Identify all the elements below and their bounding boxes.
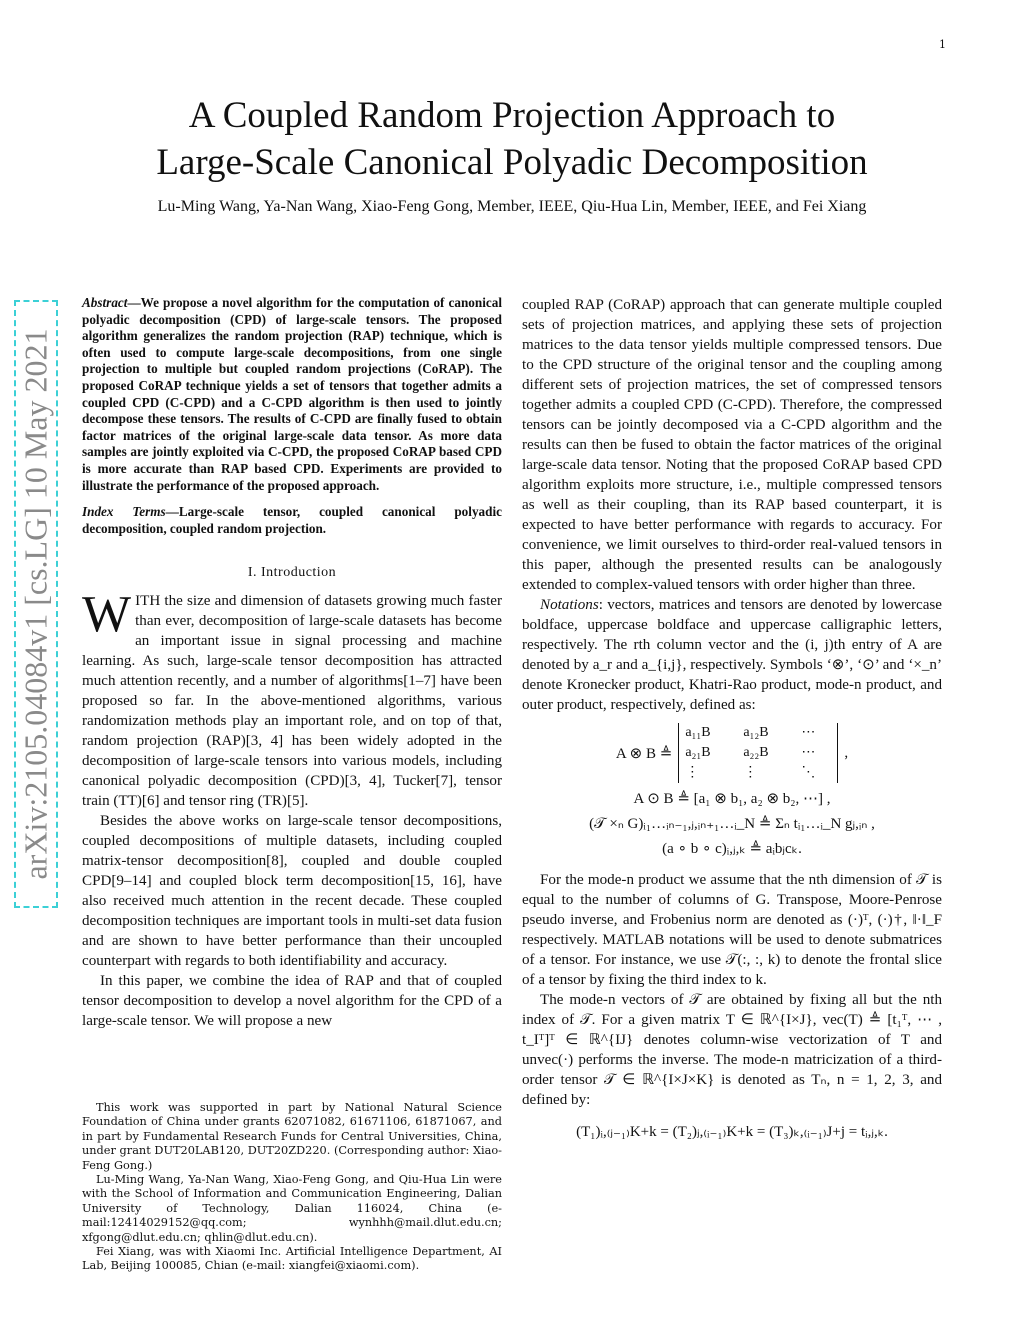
right-paragraph-3: The mode-n vectors of 𝒯 are obtained by fixing all but the nth index of 𝒯. For a given matrix T ∈ ℝ^{I×J}, vec(T) ≜ [t₁ᵀ, ⋯ , t_Iᵀ]ᵀ ∈ ℝ^{IJ} denotes column-wise vectorization of T and unvec(·) performs the inverse. The mode-n matricization of a third-order tensor 𝒯 ∈ ℝ^{I×J×K} is denoted as Tₙ, n = 1, 2, 3, and defined by: <box>522 992 942 1108</box>
right-paragraph-2: For the mode-n product we assume that the nth dimension of 𝒯 is equal to the number of columns of G. Transpose, Moore-Penrose pseudo inverse, and Frobenius norm are denoted as (·)ᵀ, (·)†, ‖·‖_F respectively. MATLAB notations will be used to denote submatrices of a tensor. For instance, we use 𝒯(:, :, k) to denote the frontal slice of a tensor by fixing the third index to k. <box>522 872 942 988</box>
kronecker-matrix <box>678 723 838 783</box>
abstract-label: Abstract <box>82 295 128 310</box>
index-terms <box>82 504 502 537</box>
right-paragraph-1: coupled RAP (CoRAP) approach that can generate multiple coupled sets of projection matrices, and applying these sets of projection matrices to the data tensor yields multiple compressed tensors. Due to the CPD structure of the original tensor and the coupling among different sets of projection matrices, the set of compressed tensors together admits a coupled CPD (C-CPD). Therefore, the compressed tensors can be jointly decomposed via a C-CPD algorithm and the results can then be fused to obtain the factor matrices of the original large-scale data tensor. Noting that the proposed CoRAP based CPD algorithm exploits more structure, i.e., multiple compressed tensors as well as their coupling, than its RAP based counterpart, it is expected to have better performance with regards to accuracy. For convenience, we limit ourselves to third-order real-valued tensors in this paper, although the presented results can be analogously extended to complex-valued tensors with order higher than three. <box>522 297 942 593</box>
footnote-xiaomi: Fei Xiang, was with Xiaomi Inc. Artificial Intelligence Department, AI Lab, Beijing 100085, Chian (e-mail: xiangfei@xiaomi.com). <box>82 1245 502 1273</box>
equation-kronecker-tail: , <box>844 744 849 761</box>
right-column <box>522 295 942 1147</box>
index-terms-label: Index Terms <box>82 504 166 520</box>
intro-paragraph-2: Besides the above works on large-scale tensor decompositions, coupled decompositions of multiple datasets, including coupled matrix-tensor decomposition[8], coupled and double coupled CPD[9–14] and coupled block term decomposition[15, 16], have also received much attention in the recent decade. These coupled decomposition techniques are important tools in multi-set data fusion and are shown to have better performance than their uncoupled counterpart with regards to both identifiability and accuracy. <box>82 813 502 970</box>
equation-khatri-rao: A ⊙ B ≜ [a₁ ⊗ b₁, a₂ ⊗ b₂, ⋯] , <box>633 791 831 807</box>
equation-kronecker-lhs: A ⊗ B ≜ <box>615 745 673 762</box>
title-line-1: A Coupled Random Projection Approach to <box>188 95 836 136</box>
page-number: 1 <box>939 38 946 51</box>
intro-paragraph-1 <box>82 586 502 811</box>
notations-label: Notations <box>540 597 599 613</box>
footnote-affiliation: Lu-Ming Wang, Ya-Nan Wang, Xiao-Feng Gong, and Qiu-Hua Lin were with the School of Information and Communication Engineering, Dalian University of Technology, Dalian 116024, China (e-mail:12414029152@qq.com; wynhhh@mail.dlut.edu.cn; xfgong@dlut.edu.cn; qhlin@dlut.edu.cn). <box>82 1173 502 1244</box>
notations-text: : vectors, matrices and tensors are denoted by lowercase boldface, uppercase boldface and uppercase calligraphic letters, respectively. The rth column vector and the (i, j)th entry of A are denoted by a_r and a_{i,j}, respectively. Symbols ‘⊗’, ‘⊙’ and ‘×_n’ denote Kronecker product, Khatri-Rao product, mode-n product, and outer product, respectively, defined as: <box>522 597 942 713</box>
intro-paragraph-3: In this paper, we combine the idea of RAP and that of coupled tensor decomposition to develop a novel algorithm for the CPD of a large-scale tensor. We will propose a new <box>82 973 502 1030</box>
footnote-funding: This work was supported in part by National Natural Science Foundation of China under grants 62071082, 61671106, 61871067, and in part by Fundamental Research Funds for Central Universities, China, under grant DUT20LAB120, DUT20ZD220. (Corresponding author: Xiao-Feng Gong.) <box>82 1101 502 1172</box>
matrix-cell: ⋮ <box>685 765 700 780</box>
notations-paragraph <box>522 595 942 715</box>
section-heading-introduction: I. Introduction <box>247 565 337 581</box>
drop-cap: W <box>82 586 132 644</box>
matrix-cell: ⋯ <box>801 725 816 740</box>
abstract <box>82 295 502 494</box>
left-column <box>82 295 502 1031</box>
footnotes <box>82 1101 502 1274</box>
title-line-2: Large-Scale Canonical Polyadic Decomposition <box>156 142 868 183</box>
matrix-cell: ⋯ <box>801 745 816 760</box>
matrix-cell: ⋱ <box>801 765 816 780</box>
matrix-cell: ⋮ <box>743 765 758 780</box>
matrix-cell: a₂₁B <box>685 745 711 760</box>
paper-title <box>0 92 1024 186</box>
intro-paragraph-1-text: ITH the size and dimension of datasets growing much faster than ever, decomposition of large-scale datasets has become an important issue in signal processing and machine learning. As such, large-scale tensor decomposition has attracted much attention recently, and a number of algorithms[1–7] have been proposed so far. In the above-mentioned algorithms, various randomization methods play an important role, and on top of that, random projection (RAP)[3, 4] has been widely adopted in the decomposition of large-scale tensors into various models, including canonical polyadic decomposition (CPD)[3, 4], Tucker[7], tensor train (TT)[6] and tensor ring (TR)[5]. <box>82 593 502 810</box>
matrix-cell: a₁₂B <box>743 725 769 740</box>
equation-mode-n-product: (𝒯 ×ₙ G)ᵢ₁…ᵢₙ₋₁,ⱼ,ᵢₙ₊₁…ᵢ_N ≜ Σₙ tᵢ₁…ᵢ_N gⱼ,ᵢₙ , <box>589 816 875 832</box>
equation-outer-product: (a ∘ b ∘ c)ᵢ,ⱼ,ₖ ≜ aᵢbⱼcₖ. <box>662 841 802 857</box>
arxiv-stamp-text: arXiv:2105.04084v1 [cs.LG] 10 May 2021 <box>17 328 54 880</box>
arxiv-stamp[interactable] <box>14 300 58 908</box>
matrix-cell: a₂₂B <box>743 745 769 760</box>
abstract-text: —We propose a novel algorithm for the computation of canonical polyadic decomposition (CPD) of large-scale tensors. The proposed algorithm generalizes the random projection (RAP) technique, which is often used to compute large-scale decompositions, from one single projection to multiple but coupled random projections (CoRAP). The proposed CoRAP technique yields a set of tensors that together admits a coupled CPD (C-CPD) and a C-CPD algorithm is then used to jointly decompose these tensors. The results of C-CPD are finally fused to obtain factor matrices of the original large-scale data tensor. As more data samples are jointly exploited via C-CPD, the proposed CoRAP based CPD is more accurate than RAP based CPD. Experiments are provided to illustrate the performance of the proposed approach. <box>82 295 502 493</box>
equation-matricization: (T₁)ᵢ,₍ⱼ₋₁₎K+k = (T₂)ⱼ,₍ᵢ₋₁₎K+k = (T₃)ₖ,₍ᵢ₋₁₎J+j = tᵢ,ⱼ,ₖ. <box>576 1124 888 1140</box>
equation-block <box>522 723 942 858</box>
author-list: Lu-Ming Wang, Ya-Nan Wang, Xiao-Feng Gong, Member, IEEE, Qiu-Hua Lin, Member, IEEE, and Fei Xiang <box>157 198 867 215</box>
index-terms-text: —Large-scale tensor, coupled canonical polyadic decomposition, coupled random projection. <box>82 504 502 536</box>
equation-kronecker <box>522 723 942 783</box>
matrix-cell: a₁₁B <box>685 725 711 740</box>
